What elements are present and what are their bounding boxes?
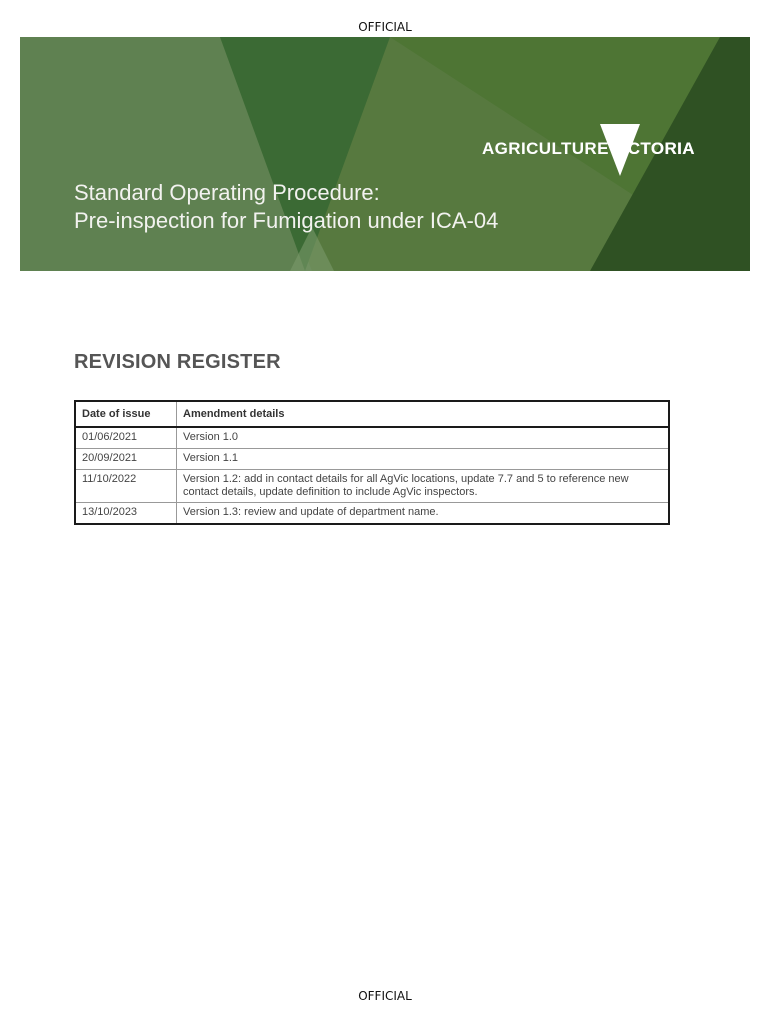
column-header-amendment: Amendment details [177, 401, 670, 427]
document-title-line1: Standard Operating Procedure: [74, 180, 380, 205]
logo-text-victoria: VICTORIA [610, 139, 695, 158]
revision-register-table [74, 400, 670, 525]
row-date: 11/10/2022 [75, 470, 177, 503]
row-date: 13/10/2023 [75, 503, 177, 525]
security-marking-top: OFFICIAL [358, 20, 412, 34]
row-details: Version 1.1 [177, 449, 670, 470]
document-title [74, 179, 634, 235]
row-details: Version 1.2: add in contact details for all AgVic locations, update 7.7 and 5 to reference new contact details, update definition to include AgVic inspectors. [177, 470, 670, 503]
table-header-row [75, 401, 669, 427]
agriculture-victoria-logo [482, 134, 695, 164]
row-date: 20/09/2021 [75, 449, 177, 470]
table-row [75, 503, 669, 525]
logo-text-agriculture: AGRICULTURE [482, 139, 609, 158]
cover-banner [20, 37, 750, 271]
column-header-date: Date of issue [75, 401, 177, 427]
revision-register-heading: REVISION REGISTER [74, 351, 281, 373]
row-date: 01/06/2021 [75, 427, 177, 449]
row-details: Version 1.3: review and update of department name. [177, 503, 670, 525]
table-row [75, 449, 669, 470]
table-row [75, 427, 669, 449]
security-marking-bottom: OFFICIAL [358, 989, 412, 1003]
row-details: Version 1.0 [177, 427, 670, 449]
document-title-line2: Pre-inspection for Fumigation under ICA-04 [74, 208, 499, 233]
table-row [75, 470, 669, 503]
